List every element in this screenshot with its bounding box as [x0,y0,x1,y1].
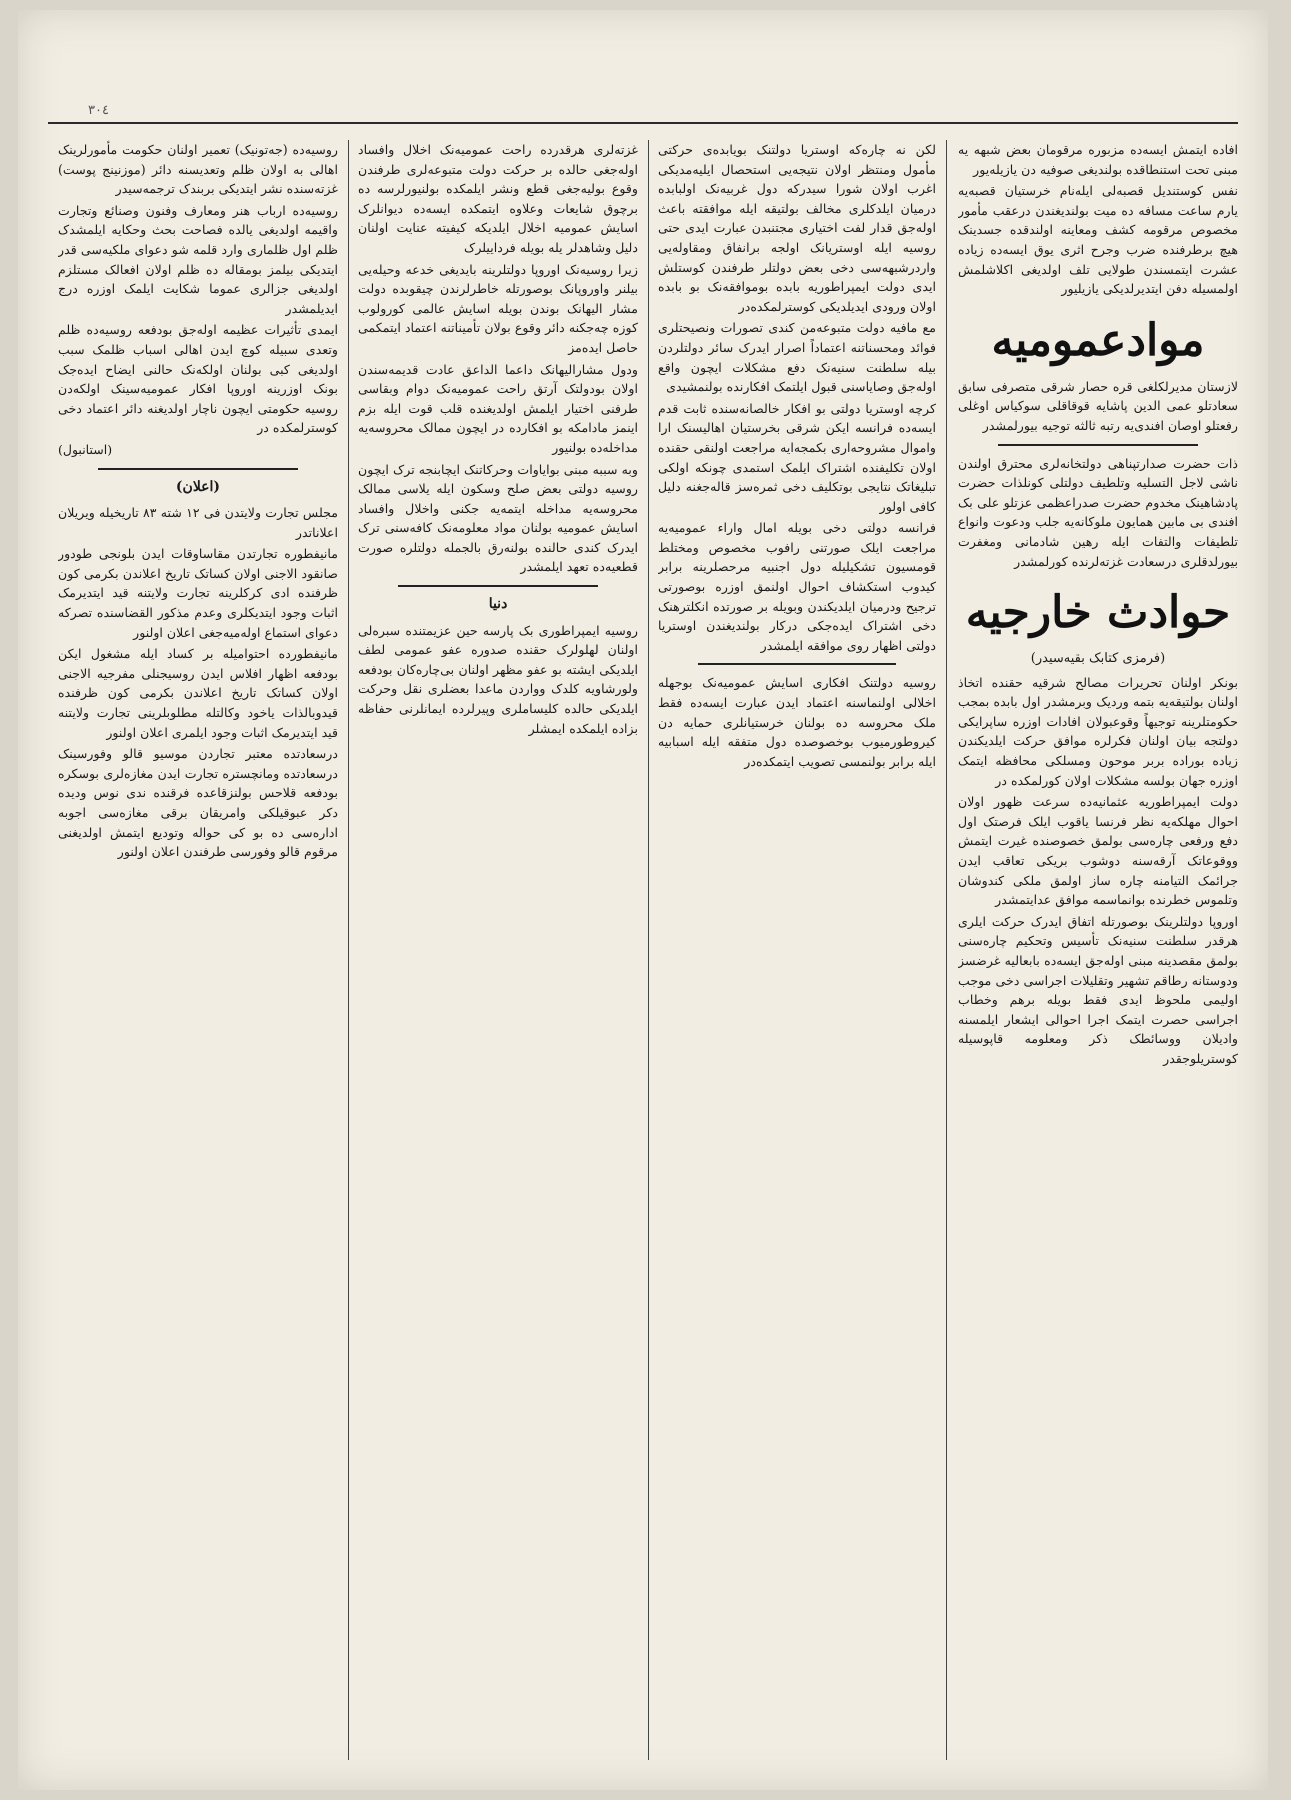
separator [98,468,298,470]
column-left [58,140,338,1760]
page-header [48,102,1238,124]
separator [998,444,1198,446]
paragraph: زیرا روسیه‌نک اوروپا دولتلرینه بایدیغی خدعه وحیله‌یی بیلنر واوروپانک بوصورتله خاطرلرندن چیقوبده دولت مشار الیهانک بوندن بویله اسایش عالمی کورولوب کوزه چه‌جکنه دائر وقوع بولان تأمیناتنه اعتماد ایتمکمی حاصل ایده‌مز [358,261,638,355]
signature: (استانبول) [58,441,113,457]
paragraph: روسیه ایمپراطوری بک پارسه حین عزیمتنده سبره‌لی اولنان لهلولرک حقنده صدوره عفو عمومی لطف ایلدیکی ایشته بو عفو مظهر اولنان بی‌چاره‌کان بودفعه ولورشاویه کلدک وواردن ماعدا بعضلری نقل وحرکت ایلدیکی حالده کلیساملری وپیرلرده ایمانلرنی حفاظه بزاده ایلمکده ایمشلر [358,622,638,736]
column-rule [946,140,947,1760]
paragraph: نفس کوستندیل قصبه‌لی ایله‌نام خرستیان قصبه‌یه یارم ساعت مسافه ده میت بولندیغندن درعقب مأمور مخصوص مرقومه کشف ومعاینه اولندقده جسدینک هیچ برطرفنده ضرب وجرح اثری یوق ایسه‌ده زیاده عشرت ایتمسندن طولایی تلف اولدیغی اکلاشلمش اولمسیله دفن ایتدیرلدیکی یازیلیور [958,183,1238,297]
columns [58,140,1238,1760]
section-title-general: موادعمومیه [991,314,1205,366]
section-title-foreign: حوادث خارجیه [965,587,1231,639]
paragraph: مانیفطوره تجارتدن مقاساوقات ایدن بلونجی طودور صانقود الاجنی اولان کساتک تاریخ اعلاندن بکرمی کون ظرفنده ادی کرکلرینه تجارت ولایتنه قید ایتدیرمک اثبات وجود ایتدیکلری وعدم مذکور القضاسنده تصرکه دعوای استماع اوله‌میه‌جغی اعلان اولنور [58,546,338,640]
column-rule [648,140,649,1760]
column-right [958,140,1238,1760]
paragraph: افاده ایتمش ایسه‌ده مزبوره مرقومان بعض شبهه یه مبنی تحت استنطاقده بولندیغی صوفیه دن یازیله‌یور [958,142,1238,177]
paragraph: ایمدی تأثیرات عظیمه اوله‌جق بودفعه روسیه‌ده ظلم وتعدی سبیله کوچ ایدن اهالی اسباب ظلمک سبب اولدیغی کبی بولنان اولکه‌نک حالنی ایضاح ایده‌جک بونک اوزرینه اوروپا افکار عمومیه‌سینک اولکه‌دن روسیه حکومتی ایچون ناچار اولدیغنه دائر اعتماد دخی کوسترلمکده در [58,322,338,436]
column-3 [358,140,638,1760]
paragraph: دولت ایمپراطوریه عثمانیه‌ده سرعت ظهور اولان احوال مهلکه‌یه نظر فرنسا یاقوب ایلک فرصتک اول دفع ورفعی چاره‌سی بولمق خصوصنده غیرت ایتمش ووقوعاتک آرقه‌سنه دوشوب بریکی تعاقب ایدن جرائمک التیامنه چاره ساز اولمق ملکی کندوشان وتلموس خطرنده بوانماسمه موافق عدایتمشدر [958,794,1238,908]
separator [698,663,896,665]
section-title-world: دنیا [488,596,508,613]
paragraph: روسیه دولتنک افکاری اسایش عمومیه‌نک بوجهله اخلالی اولنماسنه اعتماد ایدن عبارت ایسه‌ده فقط ملک محروسه ده بولنان خرستیانلری حمایه دن کیروطورمیوب بوخصوصده دول متفقه ایله اسبابیه ایله برابر بولنمسی تصویب ایتمکده‌در [658,675,936,769]
separator [398,585,598,587]
paragraph: وبه سببه مبنی بوایاوات وحرکاتنک ایچابنجه ترک ایچون روسیه دولتی بعض صلح وسکون ایله یلاسی ممالک محروسه‌یه مداخله ایتمه‌یه جکنی واخلال وافساد اسایش عمومیه بولنان مواد معلومه‌نک کافه‌سنی ترک ایدرک کندی حالنده بولنه‌رق بالجمله دولتلره صورت قطعیه‌ده تعهد ایلمشدر [358,461,638,575]
paragraph: مجلس تجارت ولایتدن فی ١٢ شته ٨٣ تاریخیله ویریلان اعلاناتدر [58,505,338,540]
paragraph: غزته‌لری هرقدرده راحت عمومیه‌نک اخلال وافساد اوله‌جغی حالده بر حرکت دولت متبوعه‌لری طرفندن وقوع بولیه‌جغی قطع ونشر ایلمکده بولنیورلرسه ده برچوق شایعات وعلاوه ایتمکده ایسه‌ده دیوانلرک اسایش عمومیه اخلال ایلدیکه کیفیته عنایت اولنان دلیل وشاهدلر یله بویله فرداییلرک [358,142,638,255]
column-2 [658,140,936,1760]
paragraph: فرانسه دولتی دخی بویله امال واراء عمومیه‌یه مراجعت ایلک صورتنی رافوب مخصوص ومختلط قومسیون تشکیلیله دول اجنبیه مرحصلرینه برابر کیدوب استکشاف احوال اولنمق اوزره بوصورتی ترجیح ودرمیان ایلدیکندن وبویله بر صورتده انکلترهنک دخی اشتراک ایده‌جکی درکار بولندیغندن اوستریا دولتی اظهار روی موافقه ایلمشدر [658,520,936,653]
paragraph: مع مافیه دولت متبوعه‌من کندی تصورات ونصیحتلری فوائد ومحسناتنه اعتماداً اصرار ایدرک سائر دولتلردن بیله سلطنت سنیه‌نک دفع مشکلات ایچون واقع اوله‌جق وصایاسنی قبول ایلتمک افکارنده بولنمشیدی [658,320,936,395]
paragraph: ذات حضرت صدارتپناهی دولتخانه‌لری محترق اولندن ناشی لاجل التسلیه وتلطیف دولتلی کونلذات حضرت پادشاهینک مخدوم حضرت صدراعظمی عزتلو علی بک افندی بی مابین همایون ملوکانه‌یه جلب ودعوت وانواع تلطیفات والتفات ایله رهین شادمانی ومغفرت بیورلدقلری درسعادت غزته‌لرنده کورلمشدر [958,455,1238,569]
paragraph: روسیه‌ده ارباب هنر ومعارف وفنون وصنائع وتجارت واقیمه اولدیغی یالده فصاحت بحث وحکایه ایلمشدک ظلم اول ظلماری وارد قلمه شو دعوای ملکیه‌سی قدر ایتدیکی بیلمز بومقاله ده ظلم اولان افعالک مستلزم اولدیغی جزالری عموما شکایت ایلمک اوزره درج ایدیلمشدر [58,202,338,316]
paragraph: اوروپا دولتلرینک بوصورتله اتفاق ایدرک حرکت ایلری هرقدر سلطنت سنیه‌نک تأسیس وتحکیم چاره‌سنی بولمق مقصدینه مبنی اوله‌جق ایسه‌ده بابعالیه غرضسز ودوستانه رطاقم تشهیر وتقلیلات اجراسی دخی موجب اولیمی ملحوظ ایدی فقط بویله برهم وخطاب اجراسی حصرت ایتمک اجرا احوالی ایشعار ایلمسنه وادیلان ووسائطک ذکر ومعلومه قاپوسیله کوستریلوجقدر [958,913,1238,1066]
paragraph: ودول مشارالیهانک داعما الداعق عادت قدیمه‌سندن اولان بودولتک آرتق راحت عمومیه‌نک دوام وبقاسی طرفنی اختیار ایلمش اولدیغنده قلب قوت ایله بزم اینمز مادامکه بو افکارده در ایچون ممالک محروسه‌یه مداخله‌ده بولنیور [358,361,638,455]
paragraph: لکن نه چاره‌که اوستریا دولتنک بویابده‌ی حرکتی مأمول ومنتظر اولان نتیجه‌یی استحصال ایلیه‌مدیکی اغرب اولان شورا سیدرکه دول غربیه‌نک اولبابده درمیان ایلدکلری مخالف بولتیقه ایله موافقته باعث اوله‌جق قدار لفت اختیاری مجتنبدن عبارت ایدی حتی روسیه ایله اوستریانک اولجه برانفاق ومقاوله‌یی واردرشبهه‌سی دخی بعض دولتلر طرفندن کوستلش ایدی دولت ایمپراطوریه بابده بوموافقه‌نک بو بابده اولان ورودی ایدیلدیکی کوسترلمکده‌در [658,142,936,314]
paragraph: درسعادتده معتبر تجاردن موسیو قالو وفورسینک درسعادتده ومانچستره تجارت ایدن مغازه‌لری بوسکره بودفعه قلاحس بولنزقاعده فرقنده ندی نوس ودیده دکر عبوقیلکی وامریقان برقی مغازه‌سی اجوبه اداره‌سی ده بو کی حواله وتودیع ایتمش اولدیغنی مرقوم قالو وفورسی طرفندن اعلان اولنور [58,746,338,860]
section-title-announcement: (اعلان) [175,478,221,495]
newspaper-page [18,10,1268,1790]
page-number: ٣٠٤ [88,103,109,118]
subheading: (فرمزی کتابک بقیه‌سیدر) [1030,651,1166,667]
paragraph: لازستان مدیرلکلغی قره حصار شرقی متصرفی سابق سعادتلو عمی الدین پاشایه قوقاقلی سوکیاس اوغلی رفعتلو اوصان افندی‌یه رتبه ثالثه توجیه بیورلمشدر [958,378,1238,433]
masthead [613,118,693,122]
paragraph: مانیفطورده احتوامیله بر کساد ایله مشغول ایکن بودفعه اظهار افلاس ایدن روسیجنلی مفرجیه الاجنی اولان کساتک تاریخ اعلاندن بکرمی کون ظرفنده قیدوبالذات یاخود وکالتله مطلوبلرینی تجارت ولایتنه قید ایتدیرمک اثبات وجود ایلمری اعلان اولنور [58,646,338,740]
header-right [1158,118,1238,122]
paragraph: روسیه‌ده (جه‌تونیک) تعمیر اولنان حکومت مأمورلرینک اهالی به اولان ظلم وتعدیسنه دائر (موزنینج پوست) غزته‌سنده نشر ایتدیکی بربندک ترجمه‌سیدر [58,142,338,197]
paragraph: بونکر اولنان تحریرات مصالح شرقیه حقنده اتخاذ اولنان بولتیقه‌یه بتمه وردیک وبرمشدر اول بابده بمجب حکومتلرینه توجیهاً وقوعبولان افادات اوزره ساپرایکی دولتجه بیان اولنان فکرلره موافق حرکت ایلدیکندن زیاده بوراده بربر موحون ومسلکی محافظه ایتمک اوزره جهان بولسه مشکلات اولان کورلمکده در [958,674,1238,788]
column-rule [348,140,349,1760]
paragraph: کرچه اوستریا دولتی بو افکار خالصانه‌سنده ثابت قدم ایسه‌ده فرانسه ایکن شرقی بخرستیان اهالیسنک ارا واموال مشروحه‌اری بکمجه‌ایه مراجعت اولنقی حقنده اولان تکلیفنده اشتراک ایلمک استمدی چونکه اولکی تبلیغاتک نتایجی بوتکلیف دخی ثمره‌سز قاله‌جغنه دلیل کافی اولور [658,400,936,514]
